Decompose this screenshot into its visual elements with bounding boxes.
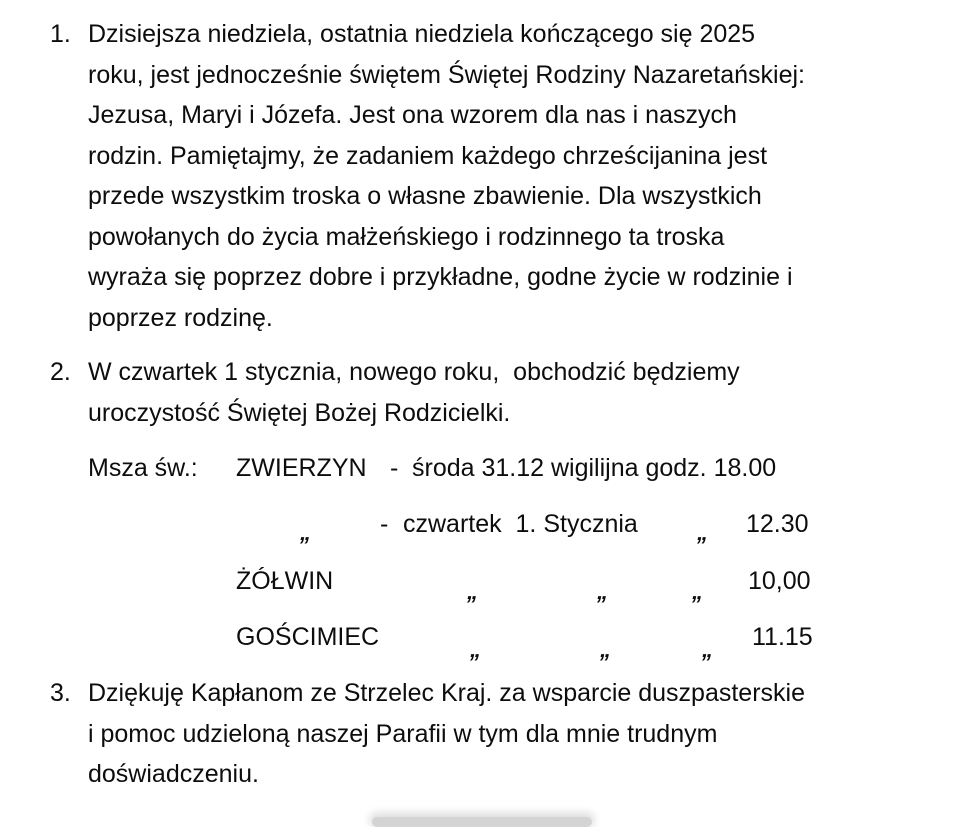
- mass-schedule-row-2: [0, 504, 956, 544]
- text-line: Dziękuję Kapłanom ze Strzelec Kraj. za wsparcie duszpasterskie: [88, 679, 805, 707]
- text-line: doświadczeniu.: [88, 760, 259, 788]
- mass-time: 12.30: [746, 510, 809, 538]
- text-line: poprzez rodzinę.: [88, 303, 273, 332]
- mass-time: 10,00: [748, 567, 811, 595]
- scroll-indicator[interactable]: [372, 817, 592, 827]
- text-line: uroczystość Świętej Bożej Rodzicielki.: [88, 398, 511, 427]
- text-line: wyraża się poprzez dobre i przykładne, godne życie w rodzinie i: [88, 263, 793, 291]
- text-line: W czwartek 1 stycznia, nowego roku, obchodzić będziemy: [88, 358, 740, 386]
- ditto-mark: „: [697, 520, 708, 545]
- item-number: 2.: [50, 358, 71, 386]
- item-number: 1.: [50, 20, 71, 48]
- ditto-mark: „: [692, 579, 703, 604]
- text-line: Jezusa, Maryi i Józefa. Jest ona wzorem dla nas i naszych: [88, 101, 737, 129]
- mass-schedule-row-3: [0, 561, 956, 604]
- ditto-mark: „: [600, 637, 611, 662]
- ditto-mark: „: [470, 637, 481, 662]
- place-name: ŻÓŁWIN: [236, 567, 334, 595]
- ditto-mark: „: [467, 579, 478, 604]
- mass-schedule-row-4: [0, 617, 956, 662]
- item-number: 3.: [50, 679, 71, 707]
- mass-day-time: środa 31.12 wigilijna godz. 18.00: [412, 454, 777, 482]
- mass-day: czwartek 1. Stycznia: [403, 510, 638, 538]
- dash: -: [390, 454, 399, 482]
- mass-schedule-row-1: [0, 448, 956, 488]
- text-line: roku, jest jednocześnie świętem Świętej Rodziny Nazaretańskiej:: [88, 60, 805, 89]
- place-name: GOŚCIMIEC: [236, 623, 380, 651]
- dash: -: [380, 510, 389, 538]
- item-text: [88, 673, 928, 795]
- item-text: [88, 352, 928, 433]
- text-line: Dzisiejsza niedziela, ostatnia niedziela kończącego się 2025: [88, 20, 756, 48]
- mass-label: Msza św.:: [88, 454, 198, 482]
- text-line: przede wszystkim troska o własne zbawienie. Dla wszystkich: [88, 182, 762, 210]
- text-line: rodzin. Pamiętajmy, że zadaniem każdego chrześcijanina jest: [88, 141, 768, 170]
- mass-time: 11.15: [752, 623, 813, 651]
- text-line: i pomoc udzieloną naszej Parafii w tym dla mnie trudnym: [88, 719, 718, 748]
- item-text: [88, 14, 928, 338]
- text-line: powołanych do życia małżeńskiego i rodzinnego ta troska: [88, 222, 725, 251]
- ditto-mark: „: [300, 520, 311, 545]
- place-name: ZWIERZYN: [236, 454, 367, 482]
- ditto-mark: „: [597, 579, 608, 604]
- ditto-mark: „: [702, 637, 713, 662]
